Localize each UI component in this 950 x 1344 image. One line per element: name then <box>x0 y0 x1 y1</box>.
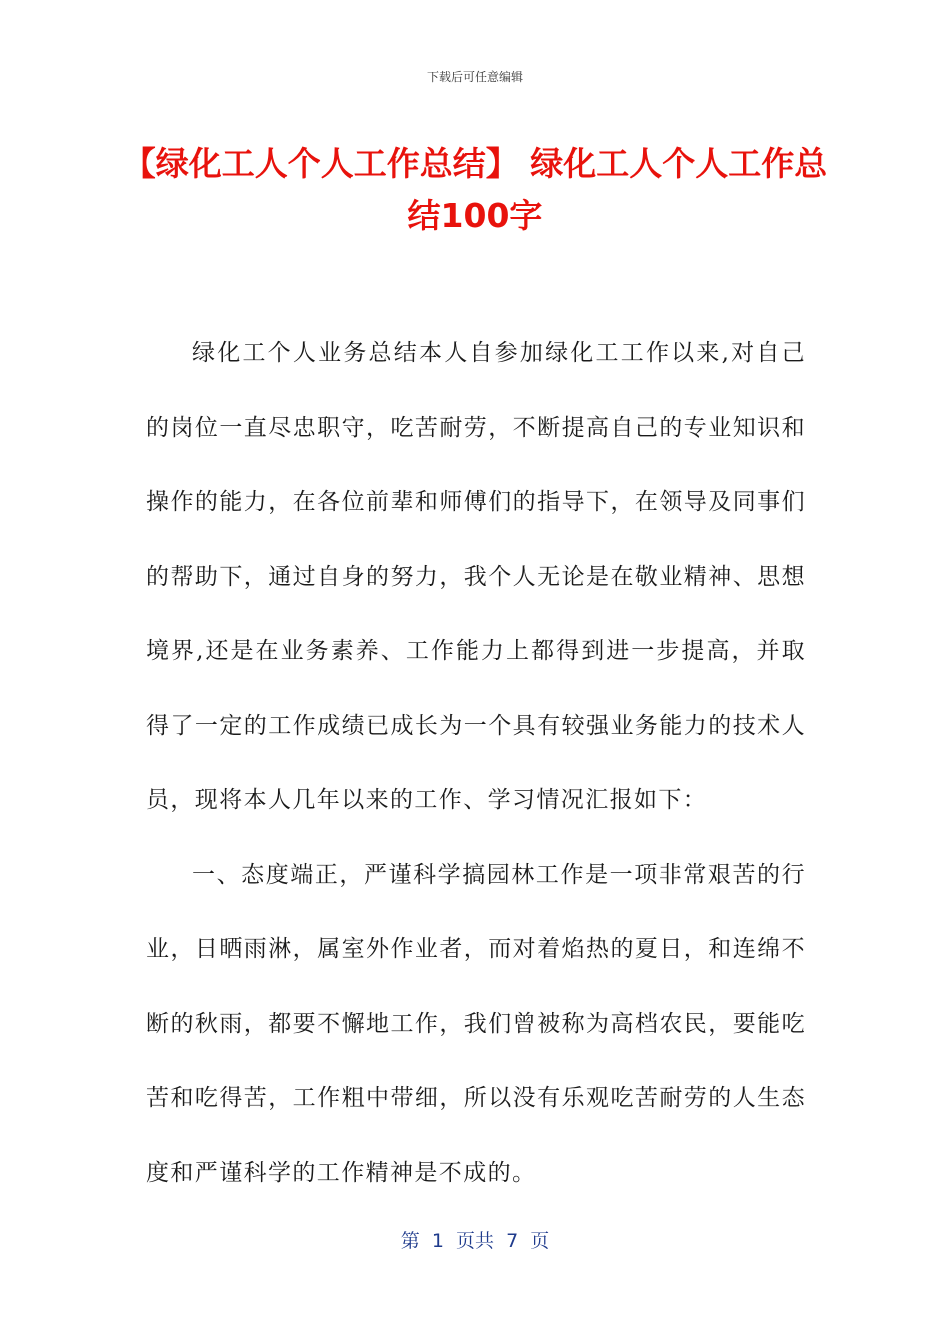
paragraph: 一、态度端正，严谨科学搞园林工作是一项非常艰苦的行业，日晒雨淋，属室外作业者，而对着焰热的夏日，和连绵不断的秋雨，都要不懈地工作，我们曾被称为高档农民，要能吃苦和吃得苦，工作粗中带细，所以没有乐观吃苦耐劳的人生态度和严谨科学的工作精神是不成的。 <box>146 861 806 1186</box>
page-number: 第 1 页共 7 页 <box>400 1230 550 1252</box>
download-note: 下载后可任意编辑 <box>426 70 523 84</box>
document-body <box>146 316 806 1210</box>
document-title: 【绿化工人个人工作总结】 绿化工人个人工作总结100字 <box>122 144 828 235</box>
paragraph: 绿化工个人业务总结本人自参加绿化工工作以来,对自己的岗位一直尽忠职守，吃苦耐劳，不断提高自己的专业知识和操作的能力，在各位前辈和师傅们的指导下，在领导及同事们的帮助下，通过自身的努力，我个人无论是在敬业精神、思想境界,还是在业务素养、工作能力上都得到进一步提高，并取得了一定的工作成绩已成长为一个具有较强业务能力的技术人员，现将本人几年以来的工作、学习情况汇报如下： <box>146 340 806 813</box>
